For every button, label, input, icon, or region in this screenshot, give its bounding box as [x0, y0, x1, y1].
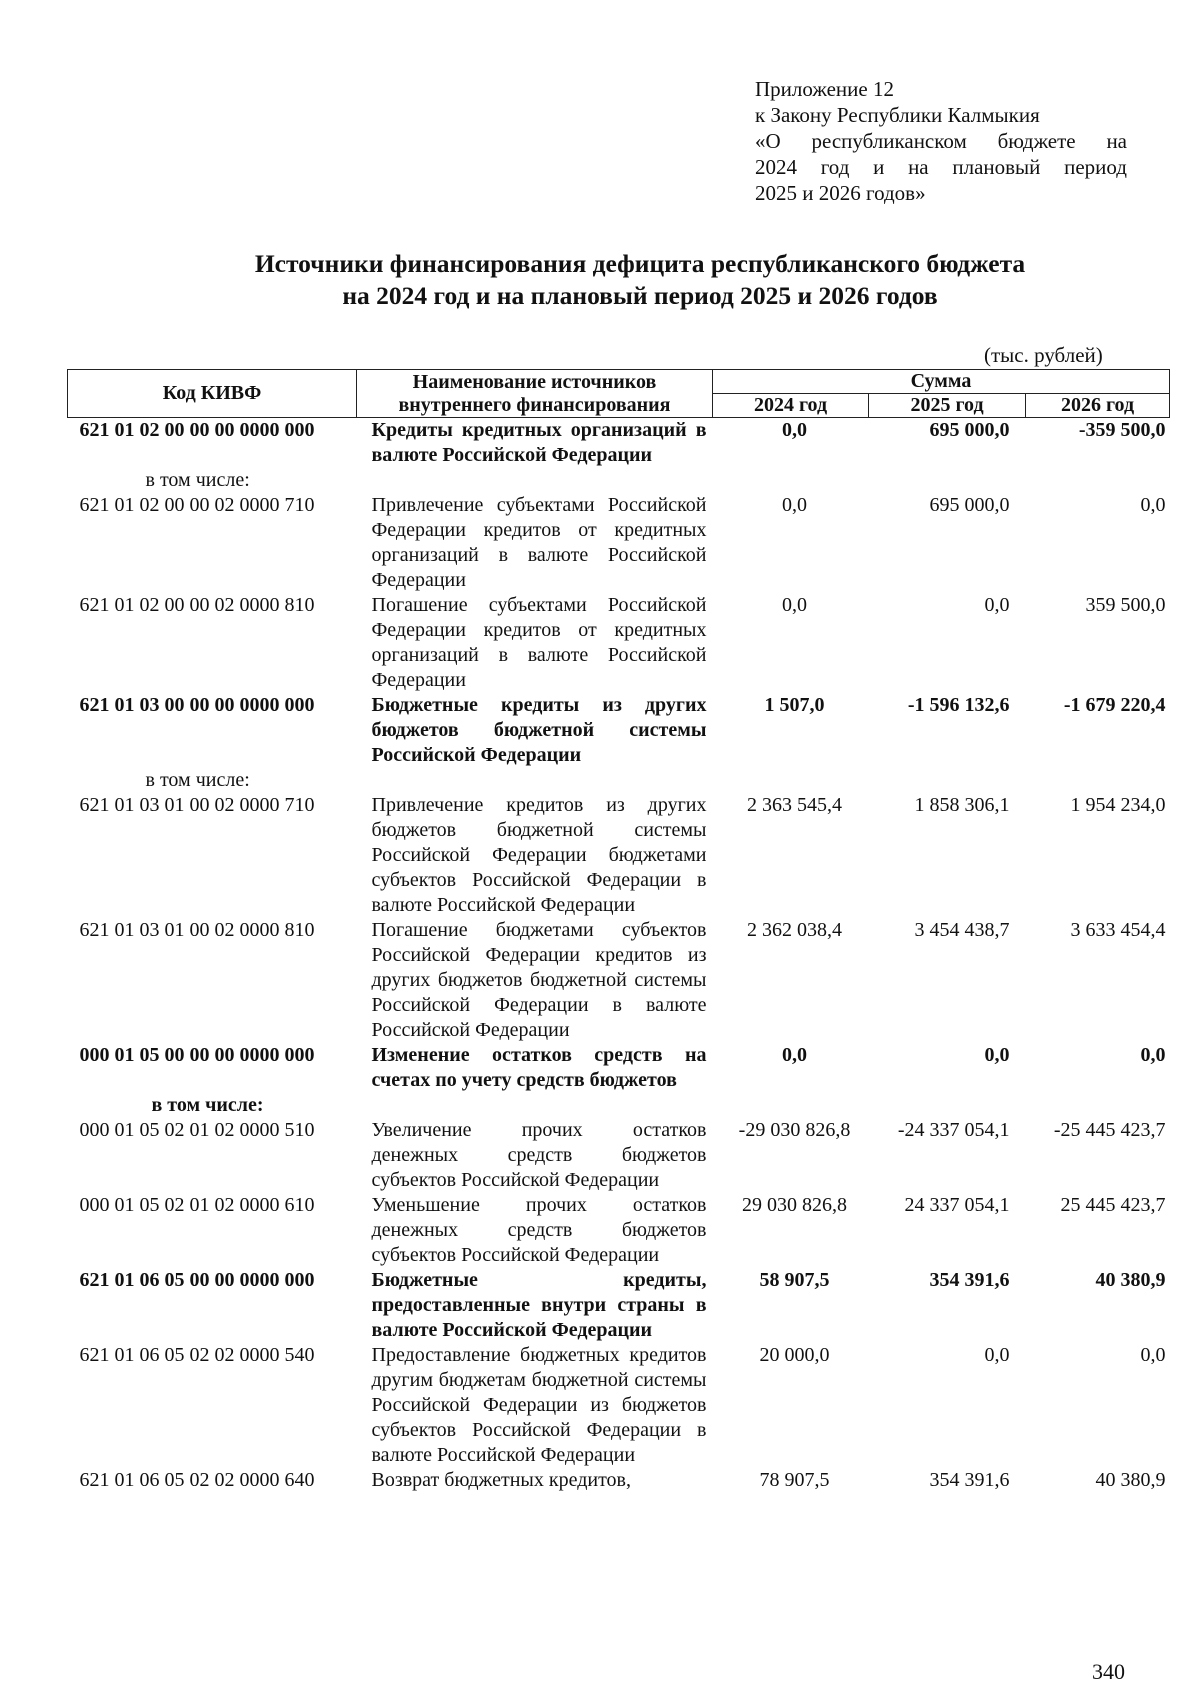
table-row — [68, 1118, 1170, 1193]
kivf-code-cell: 621 01 03 00 00 00 0000 000 — [79, 694, 315, 716]
in-that-number-label: в том числе: — [145, 469, 250, 491]
amount-2025-cell: 0,0 — [984, 1344, 1010, 1366]
source-name-cell: Бюджетные кредиты, предоставленные внутри страны в валюте Российской Федерации — [371, 1269, 707, 1341]
table-body — [68, 418, 1170, 1494]
appendix-line: 2025 и 2026 годов» — [755, 181, 926, 205]
amount-2026-cell: -359 500,0 — [1078, 419, 1166, 441]
source-name-cell: Изменение остатков средств на счетах по учету средств бюджетов — [371, 1044, 707, 1091]
appendix-block — [755, 76, 1127, 206]
title-line-1: Источники финансирования дефицита республиканского бюджета — [254, 249, 1026, 278]
header-code: Код КИВФ — [68, 370, 357, 418]
amount-2025-cell: -24 337 054,1 — [897, 1119, 1010, 1141]
amount-2024-cell: -29 030 826,8 — [738, 1119, 851, 1141]
amount-2024-cell: 0,0 — [782, 419, 807, 441]
source-name-cell: Привлечение субъектами Российской Федерации кредитов от кредитных организаций в валюте Российской Федерации — [371, 494, 707, 591]
amount-2026-cell: 359 500,0 — [1085, 594, 1166, 616]
amount-2024-cell: 0,0 — [782, 1044, 807, 1066]
amount-2024-cell: 58 907,5 — [759, 1269, 830, 1291]
amount-2025-cell: 695 000,0 — [929, 419, 1010, 441]
source-name-cell: Увеличение прочих остатков денежных средств бюджетов субъектов Российской Федерации — [371, 1119, 707, 1191]
financing-sources-table — [67, 369, 1170, 1493]
amount-2024-cell: 0,0 — [782, 494, 807, 516]
amount-2025-cell: 354 391,6 — [929, 1269, 1010, 1291]
amount-2026-cell: 0,0 — [1140, 1344, 1166, 1366]
amount-2026-cell: -1 679 220,4 — [1063, 694, 1166, 716]
in-that-number-label: в том числе: — [151, 1094, 264, 1116]
table-row — [68, 693, 1170, 768]
kivf-code-cell: 000 01 05 00 00 00 0000 000 — [79, 1044, 315, 1066]
amount-2024-cell: 29 030 826,8 — [742, 1194, 847, 1216]
kivf-code-cell: 621 01 03 01 00 02 0000 810 — [79, 919, 315, 941]
source-name-cell: Предоставление бюджетных кредитов другим бюджетам бюджетной системы Российской Федерации из бюджетов субъектов Российской Федерации в валюте Российской Федерации — [371, 1344, 707, 1466]
kivf-code-cell: 621 01 02 00 00 02 0000 810 — [79, 594, 315, 616]
kivf-code-cell: 000 01 05 02 01 02 0000 610 — [79, 1194, 315, 1216]
kivf-code-cell: 621 01 06 05 02 02 0000 540 — [79, 1344, 315, 1366]
source-name-cell: Бюджетные кредиты из других бюджетов бюджетной системы Российской Федерации — [371, 694, 707, 766]
amount-2024-cell: 2 363 545,4 — [747, 794, 842, 816]
subtotal-caption-row — [68, 1093, 1170, 1118]
amount-2024-cell: 1 507,0 — [764, 694, 825, 716]
amount-2025-cell: 354 391,6 — [929, 1469, 1010, 1491]
in-that-number-label: в том числе: — [145, 769, 250, 791]
amount-2026-cell: 1 954 234,0 — [1070, 794, 1166, 816]
document-title — [150, 248, 1130, 312]
subtotal-caption-row — [68, 768, 1170, 793]
amount-2026-cell: -25 445 423,7 — [1053, 1119, 1166, 1141]
table-row — [68, 593, 1170, 693]
units-label: (тыс. рублей) — [984, 343, 1103, 367]
table-row — [68, 1343, 1170, 1468]
table-row — [68, 918, 1170, 1043]
amount-2025-cell: 24 337 054,1 — [904, 1194, 1010, 1216]
source-name-cell: Кредиты кредитных организаций в валюте Российской Федерации — [371, 419, 707, 466]
subtotal-caption-row — [68, 468, 1170, 493]
kivf-code-cell: 621 01 02 00 00 02 0000 710 — [79, 494, 315, 516]
amount-2026-cell: 25 445 423,7 — [1060, 1194, 1166, 1216]
amount-2026-cell: 40 380,9 — [1095, 1469, 1166, 1491]
kivf-code-cell: 621 01 06 05 00 00 0000 000 — [79, 1269, 315, 1291]
source-name-cell: Погашение бюджетами субъектов Российской Федерации кредитов из других бюджетов бюджетной системы Российской Федерации в валюте Российской Федерации — [371, 919, 707, 1041]
appendix-line: 2024 год и на плановый период — [755, 155, 1127, 179]
source-name-cell: Привлечение кредитов из других бюджетов бюджетной системы Российской Федерации бюджетами субъектов Российской Федерации в валюте Российской Федерации — [371, 794, 707, 916]
amount-2025-cell: 0,0 — [984, 594, 1010, 616]
kivf-code-cell: 621 01 02 00 00 00 0000 000 — [79, 419, 315, 441]
amount-2026-cell: 0,0 — [1140, 1044, 1166, 1066]
table-header — [68, 370, 1170, 418]
header-sum: Сумма — [713, 370, 1170, 394]
appendix-line: «О республиканском бюджете на — [755, 129, 1127, 153]
table-row — [68, 1468, 1170, 1493]
amount-2026-cell: 0,0 — [1140, 494, 1166, 516]
kivf-code-cell: 621 01 06 05 02 02 0000 640 — [79, 1469, 315, 1491]
amount-2026-cell: 40 380,9 — [1095, 1269, 1166, 1291]
header-year-2024: 2024 год — [713, 394, 869, 418]
page-number: 340 — [1092, 1659, 1125, 1684]
source-name-cell: Возврат бюджетных кредитов, — [371, 1469, 632, 1491]
table-row — [68, 1193, 1170, 1268]
table-row — [68, 1043, 1170, 1093]
amount-2025-cell: -1 596 132,6 — [907, 694, 1010, 716]
header-name: Наименование источников внутреннего финансирования — [357, 370, 713, 418]
appendix-line: Приложение 12 — [755, 77, 894, 101]
amount-2026-cell: 3 633 454,4 — [1070, 919, 1166, 941]
amount-2025-cell: 1 858 306,1 — [914, 794, 1010, 816]
amount-2024-cell: 20 000,0 — [759, 1344, 830, 1366]
table-row — [68, 1268, 1170, 1343]
source-name-cell: Погашение субъектами Российской Федерации кредитов от кредитных организаций в валюте Российской Федерации — [371, 594, 707, 691]
amount-2024-cell: 2 362 038,4 — [747, 919, 842, 941]
table-row — [68, 418, 1170, 469]
source-name-cell: Уменьшение прочих остатков денежных средств бюджетов субъектов Российской Федерации — [371, 1194, 707, 1266]
amount-2025-cell: 695 000,0 — [929, 494, 1010, 516]
kivf-code-cell: 621 01 03 01 00 02 0000 710 — [79, 794, 315, 816]
amount-2025-cell: 3 454 438,7 — [914, 919, 1010, 941]
table-row — [68, 493, 1170, 593]
amount-2024-cell: 0,0 — [782, 594, 807, 616]
amount-2024-cell: 78 907,5 — [759, 1469, 830, 1491]
kivf-code-cell: 000 01 05 02 01 02 0000 510 — [79, 1119, 315, 1141]
table-row — [68, 793, 1170, 918]
header-year-2025: 2025 год — [869, 394, 1026, 418]
appendix-line: к Закону Республики Калмыкия — [755, 103, 1040, 127]
amount-2025-cell: 0,0 — [984, 1044, 1010, 1066]
header-year-2026: 2026 год — [1026, 394, 1170, 418]
title-line-2: на 2024 год и на плановый период 2025 и 2026 годов — [342, 281, 938, 310]
